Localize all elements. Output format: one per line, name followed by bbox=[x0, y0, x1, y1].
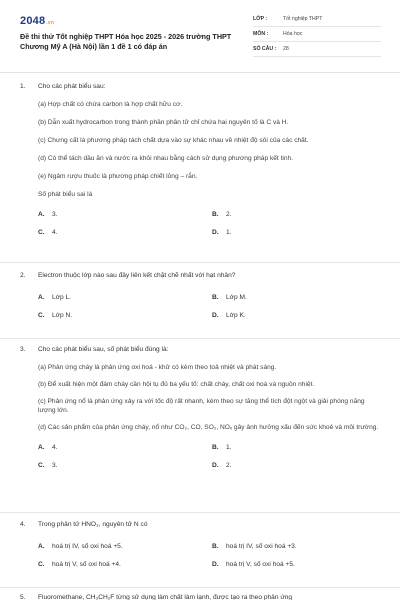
option-c[interactable] bbox=[38, 561, 212, 568]
logo-text: 2048 bbox=[20, 15, 46, 27]
option-letter: C. bbox=[38, 229, 45, 236]
option-text: Lớp L. bbox=[52, 294, 71, 301]
option-letter: A. bbox=[38, 543, 45, 550]
option-letter: D. bbox=[212, 229, 219, 236]
option-c[interactable] bbox=[38, 462, 212, 469]
option-letter: A. bbox=[38, 444, 45, 451]
question-divider bbox=[0, 338, 400, 339]
meta-value: Hóa học bbox=[283, 31, 303, 37]
question-4 bbox=[20, 520, 380, 568]
meta-value: 28 bbox=[283, 46, 289, 52]
option-text: hoá trị V, số oxi hoá +5. bbox=[226, 561, 295, 568]
option-letter: B. bbox=[212, 211, 219, 218]
question-prompt: Số phát biểu sai là bbox=[38, 191, 93, 198]
statement: (b) Để xuất hiện một đám cháy cần hội tụ đủ ba yếu tố: chất cháy, chất oxi hoá và nguồn nhiệt. bbox=[38, 381, 315, 388]
option-letter: D. bbox=[212, 561, 219, 568]
option-text: hoá trị V, số oxi hoá +4. bbox=[52, 561, 121, 568]
question-text: Electron thuộc lớp nào sau đây liên kết chặt chẽ nhất với hạt nhân? bbox=[38, 272, 236, 279]
option-text: hoá trị IV, số oxi hoá +5. bbox=[52, 543, 123, 550]
question-1 bbox=[20, 82, 380, 236]
option-text: 3. bbox=[52, 211, 58, 218]
header-divider bbox=[0, 72, 400, 73]
statement: (a) Phản ứng cháy là phản ứng oxi hoá - khử có kèm theo toả nhiệt và phát sáng. bbox=[38, 364, 277, 371]
option-b[interactable] bbox=[212, 211, 386, 218]
site-logo[interactable] bbox=[20, 15, 54, 27]
question-number: 1. bbox=[20, 83, 26, 90]
option-text: 1. bbox=[226, 444, 232, 451]
question-text: Cho các phát biểu sau: bbox=[38, 83, 106, 90]
question-divider bbox=[0, 262, 400, 263]
meta-key: SỐ CÂU : bbox=[253, 46, 277, 52]
option-c[interactable] bbox=[38, 229, 212, 236]
question-3 bbox=[20, 345, 380, 469]
option-text: hoá trị IV, số oxi hoá +3. bbox=[226, 543, 297, 550]
option-text: 2. bbox=[226, 211, 232, 218]
option-text: 4. bbox=[52, 229, 58, 236]
statement: (b) Dẫn xuất hydrocarbon trong thành phần phân tử chỉ chứa hai nguyên tố là C và H. bbox=[38, 119, 289, 126]
option-d[interactable] bbox=[212, 561, 386, 568]
exam-title: Đề thi thử Tốt nghiệp THPT Hóa học 2025 - 2026 trường THPT Chương Mỹ A (Hà Nội) lần 1 đề 1 có đáp án bbox=[20, 32, 232, 51]
option-text: Lớp M. bbox=[226, 294, 247, 301]
statement: (d) Có thể tách dầu ăn và nước ra khỏi nhau bằng cách sử dụng phương pháp kết tinh. bbox=[38, 155, 294, 162]
option-text: 3. bbox=[52, 462, 58, 469]
option-letter: A. bbox=[38, 211, 45, 218]
option-letter: B. bbox=[212, 543, 219, 550]
option-a[interactable] bbox=[38, 543, 212, 550]
exam-meta-table bbox=[253, 12, 381, 57]
question-number: 4. bbox=[20, 521, 26, 528]
option-text: 2. bbox=[226, 462, 232, 469]
option-letter: C. bbox=[38, 312, 45, 319]
option-text: 4. bbox=[52, 444, 58, 451]
option-letter: C. bbox=[38, 462, 45, 469]
statement: (c) Chưng cất là phương pháp tách chất dựa vào sự khác nhau về nhiệt độ sôi của các chất. bbox=[38, 137, 309, 144]
question-text: Fluoromethane, CH₃CH₂F từng sử dụng làm chất làm lạnh, được tạo ra theo phản ứng bbox=[38, 594, 293, 600]
meta-row-class bbox=[253, 12, 381, 27]
question-number: 2. bbox=[20, 272, 26, 279]
meta-value: Tốt nghiệp THPT bbox=[283, 16, 323, 22]
statement: (a) Hợp chất có chứa carbon là hợp chất hữu cơ. bbox=[38, 101, 183, 108]
answer-options bbox=[38, 444, 380, 469]
question-number: 5. bbox=[20, 594, 26, 600]
option-b[interactable] bbox=[212, 294, 386, 301]
meta-key: MÔN : bbox=[253, 31, 269, 37]
option-a[interactable] bbox=[38, 294, 212, 301]
option-d[interactable] bbox=[212, 229, 386, 236]
statement: (d) Các sản phẩm của phản ứng cháy, nổ như CO₂, CO, SO₂, NOₓ gây ảnh hưởng xấu đến sức khoẻ và môi trường. bbox=[38, 424, 379, 431]
option-c[interactable] bbox=[38, 312, 212, 319]
meta-row-subject bbox=[253, 27, 381, 42]
option-letter: D. bbox=[212, 312, 219, 319]
logo-suffix: .vn bbox=[46, 20, 55, 26]
option-letter: D. bbox=[212, 462, 219, 469]
statement: (e) Ngâm rượu thuốc là phương pháp chiết lỏng – rắn. bbox=[38, 173, 198, 180]
option-text: 1. bbox=[226, 229, 232, 236]
option-d[interactable] bbox=[212, 462, 386, 469]
answer-options bbox=[38, 294, 380, 319]
option-text: Lớp K. bbox=[226, 312, 246, 319]
answer-options bbox=[38, 211, 380, 236]
question-text: Cho các phát biểu sau, số phát biểu đúng là: bbox=[38, 346, 169, 353]
meta-key: LỚP : bbox=[253, 16, 268, 22]
option-d[interactable] bbox=[212, 312, 386, 319]
question-divider bbox=[0, 512, 400, 513]
statement: (c) Phản ứng nổ là phản ứng xảy ra với tốc độ rất nhanh, kèm theo sự tăng thể tích đột ngột và giải phóng năng lượng lớn. bbox=[38, 398, 365, 414]
page-header bbox=[0, 0, 400, 64]
question-2 bbox=[20, 271, 380, 319]
option-b[interactable] bbox=[212, 543, 386, 550]
question-divider bbox=[0, 587, 400, 588]
option-letter: C. bbox=[38, 561, 45, 568]
question-text: Trong phân tử HNO₃, nguyên tử N có bbox=[38, 521, 148, 528]
option-b[interactable] bbox=[212, 444, 386, 451]
option-letter: B. bbox=[212, 294, 219, 301]
answer-options bbox=[38, 543, 380, 568]
question-5 bbox=[20, 593, 380, 600]
option-letter: A. bbox=[38, 294, 45, 301]
option-text: Lớp N. bbox=[52, 312, 73, 319]
meta-row-count bbox=[253, 42, 381, 57]
option-a[interactable] bbox=[38, 444, 212, 451]
option-a[interactable] bbox=[38, 211, 212, 218]
option-letter: B. bbox=[212, 444, 219, 451]
question-number: 3. bbox=[20, 346, 26, 353]
